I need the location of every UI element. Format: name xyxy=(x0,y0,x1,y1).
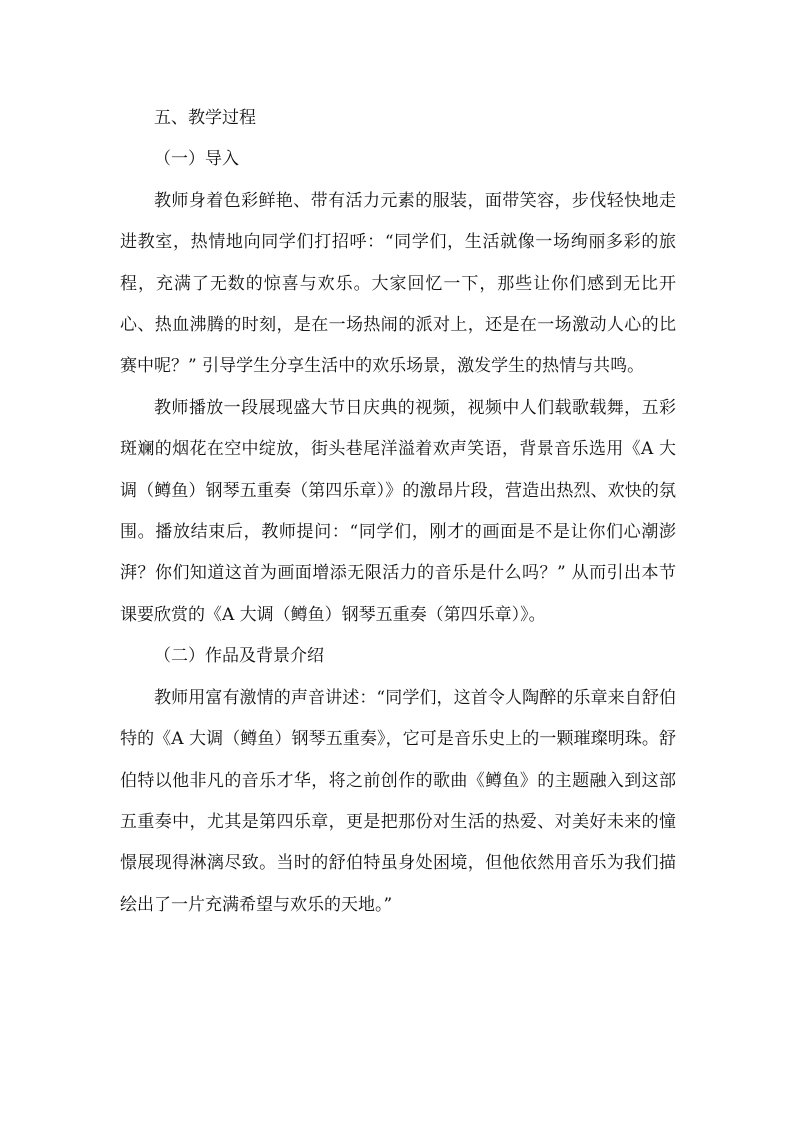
document-body xyxy=(120,98,676,926)
section-title: 五、教学过程 xyxy=(154,108,256,128)
subsection-title-background: （二）作品及背景介绍 xyxy=(154,646,324,667)
paragraph: 教师身着色彩鲜艳、带有活力元素的服装，面带笑容，步伐轻快地走进教室，热情地向同学们打招呼：“同学们，生活就像一场绚丽多彩的旅程，充满了无数的惊喜与欢乐。大家回忆一下，那些让你们感到无比开心、热血沸腾的时刻，是在一场热闹的派对上，还是在一场激动人心的比赛中呢？” 引导学生分享生活中的欢乐场景，激发学生的热情与共鸣。 xyxy=(120,190,676,377)
paragraph: 教师播放一段展现盛大节日庆典的视频，视频中人们载歌载舞，五彩斑斓的烟花在空中绽放，街头巷尾洋溢着欢声笑语，背景音乐选用《A 大调（鳟鱼）钢琴五重奏（第四乐章）》的激昂片段，营造出热烈、欢快的氛围。播放结束后，教师提问：“同学们，刚才的画面是不是让你们心潮澎湃？你们知道这首为画面增添无限活力的音乐是什么吗？” 从而引出本节课要欣赏的《A 大调（鳟鱼）钢琴五重奏（第四乐章）》。 xyxy=(120,397,676,625)
subsection-title-intro: （一）导入 xyxy=(154,149,239,170)
paragraph: 教师用富有激情的声音讲述：“同学们，这首令人陶醉的乐章来自舒伯特的《A 大调（鳟鱼）钢琴五重奏》，它可是音乐史上的一颗璀璨明珠。舒伯特以他非凡的音乐才华，将之前创作的歌曲《鳟鱼》的主题融入到这部五重奏中，尤其是第四乐章，更是把那份对生活的热爱、对美好未来的憧憬展现得淋漓尽致。当时的舒伯特虽身处困境，但他依然用音乐为我们描绘出了一片充满希望与欢乐的天地。” xyxy=(120,687,676,915)
